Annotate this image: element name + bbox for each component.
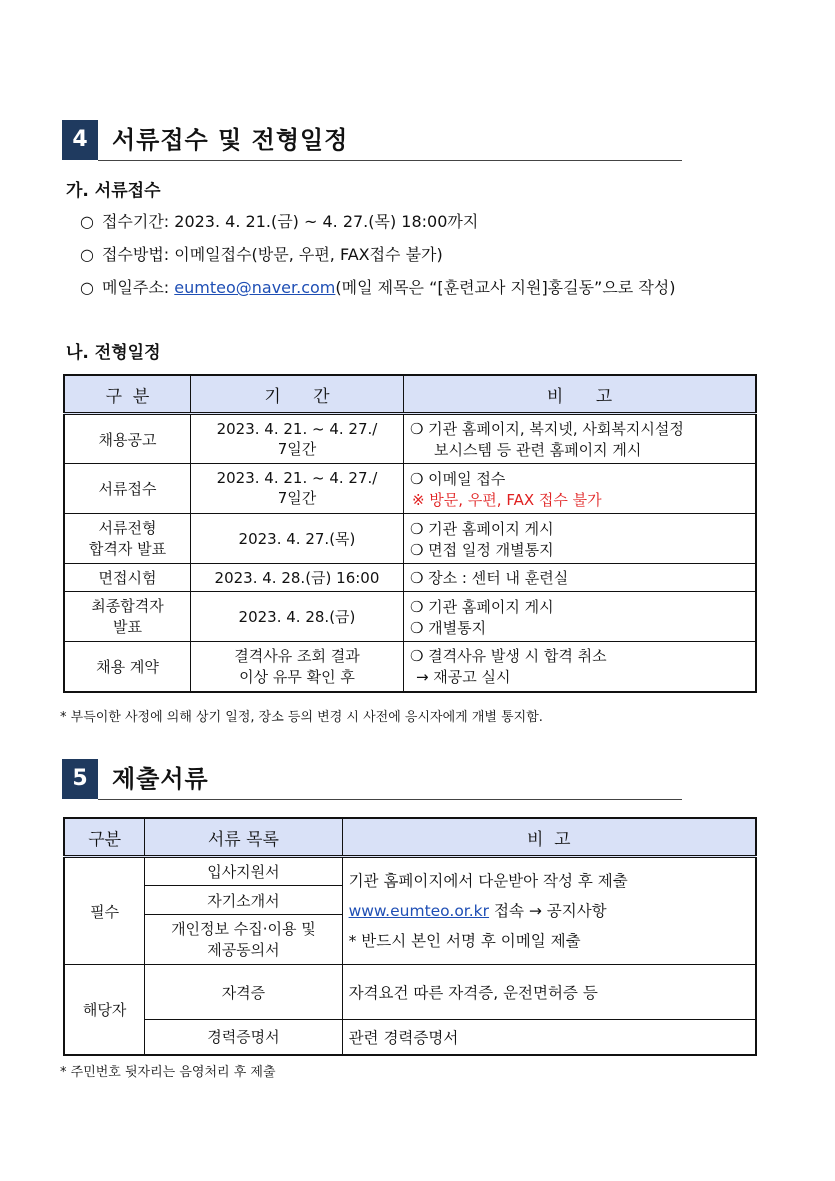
row-period: 2023. 4. 21. ~ 4. 27./ 7일간	[190, 414, 403, 464]
row-notes: ❍ 이메일 접수 ※ 방문, 우편, FAX 접수 불가	[403, 464, 756, 514]
row-label: 서류전형 합격자 발표	[64, 514, 190, 564]
header-remarks: 비 고	[342, 818, 756, 857]
section-number: 4	[62, 120, 98, 160]
row-notes: ❍ 결격사유 발생 시 합격 취소 → 재공고 실시	[403, 642, 756, 692]
section-underline	[98, 799, 682, 800]
table-row	[64, 642, 756, 692]
row-label: 최종합격자 발표	[64, 592, 190, 642]
doc-note: 자격요건 따른 자격증, 운전면허증 등	[342, 965, 756, 1020]
schedule-table	[63, 374, 757, 693]
mail-address: ○ 메일주소: eumteo@naver.com(메일 제목은 “[훈련교사 지원]홍길동”으로 작성)	[80, 278, 676, 297]
header-category: 구분	[64, 818, 145, 857]
required-label: 필수	[64, 857, 145, 965]
row-period: 2023. 4. 21. ~ 4. 27./ 7일간	[190, 464, 403, 514]
section-title: 제출서류	[112, 765, 209, 793]
schedule-footnote: * 부득이한 사정에 의해 상기 일정, 장소 등의 변경 시 사전에 응시자에게 개별 통지함.	[60, 710, 543, 725]
applicable-label: 해당자	[64, 965, 145, 1055]
doc-name: 개인정보 수집·이용 및 제공동의서	[145, 915, 342, 965]
header-category: 구 분	[64, 375, 190, 414]
doc-note: 관련 경력증명서	[342, 1020, 756, 1055]
row-label: 채용공고	[64, 414, 190, 464]
section-title: 서류접수 및 전형일정	[112, 126, 349, 154]
application-method: ○ 접수방법: 이메일접수(방문, 우편, FAX접수 불가)	[80, 245, 443, 264]
row-notes: ❍ 장소 : 센터 내 훈련실	[403, 564, 756, 592]
row-notes: ❍ 기관 홈페이지, 복지넷, 사회복지시설정 보시스템 등 관련 홈페이지 게시	[403, 414, 756, 464]
table-row	[64, 857, 756, 886]
row-period: 2023. 4. 27.(목)	[190, 514, 403, 564]
circle-bullet-icon: ○	[80, 212, 94, 231]
row-label: 면접시험	[64, 564, 190, 592]
circle-bullet-icon: ○	[80, 278, 94, 297]
warning-note: ※ 방문, 우편, FAX 접수 불가	[411, 490, 602, 509]
header-period: 기 간	[190, 375, 403, 414]
table-row	[64, 514, 756, 564]
header-documents: 서류 목록	[145, 818, 342, 857]
doc-name: 자격증	[145, 965, 342, 1020]
row-period: 2023. 4. 28.(금) 16:00	[190, 564, 403, 592]
table-row	[64, 592, 756, 642]
row-notes: ❍ 기관 홈페이지 게시 ❍ 개별통지	[403, 592, 756, 642]
section-4-header	[62, 120, 682, 160]
table-row	[64, 965, 756, 1020]
table-row	[64, 1020, 756, 1055]
documents-table	[63, 817, 757, 1056]
doc-name: 경력증명서	[145, 1020, 342, 1055]
doc-name: 입사지원서	[145, 857, 342, 886]
doc-name: 자기소개서	[145, 886, 342, 915]
table-row	[64, 464, 756, 514]
application-period: ○ 접수기간: 2023. 4. 21.(금) ~ 4. 27.(목) 18:00까지	[80, 212, 479, 231]
table-row	[64, 414, 756, 464]
row-label: 서류접수	[64, 464, 190, 514]
required-notes: 기관 홈페이지에서 다운받아 작성 후 제출 www.eumteo.or.kr 접속 → 공지사항 * 반드시 본인 서명 후 이메일 제출	[342, 857, 756, 965]
row-notes: ❍ 기관 홈페이지 게시 ❍ 면접 일정 개별통지	[403, 514, 756, 564]
section-underline	[98, 160, 682, 161]
website-link[interactable]: www.eumteo.or.kr	[348, 902, 490, 920]
section-5-header	[62, 759, 682, 799]
email-link[interactable]: eumteo@naver.com	[174, 278, 336, 297]
table-row	[64, 564, 756, 592]
row-period: 결격사유 조회 결과 이상 유무 확인 후	[190, 642, 403, 692]
section-number: 5	[62, 759, 98, 799]
row-label: 채용 계약	[64, 642, 190, 692]
row-period: 2023. 4. 28.(금)	[190, 592, 403, 642]
circle-bullet-icon: ○	[80, 245, 94, 264]
header-remarks: 비 고	[403, 375, 756, 414]
subsection-title-a: 가. 서류접수	[66, 181, 161, 201]
subsection-title-b: 나. 전형일정	[66, 343, 161, 363]
documents-footnote: * 주민번호 뒷자리는 음영처리 후 제출	[60, 1065, 276, 1080]
